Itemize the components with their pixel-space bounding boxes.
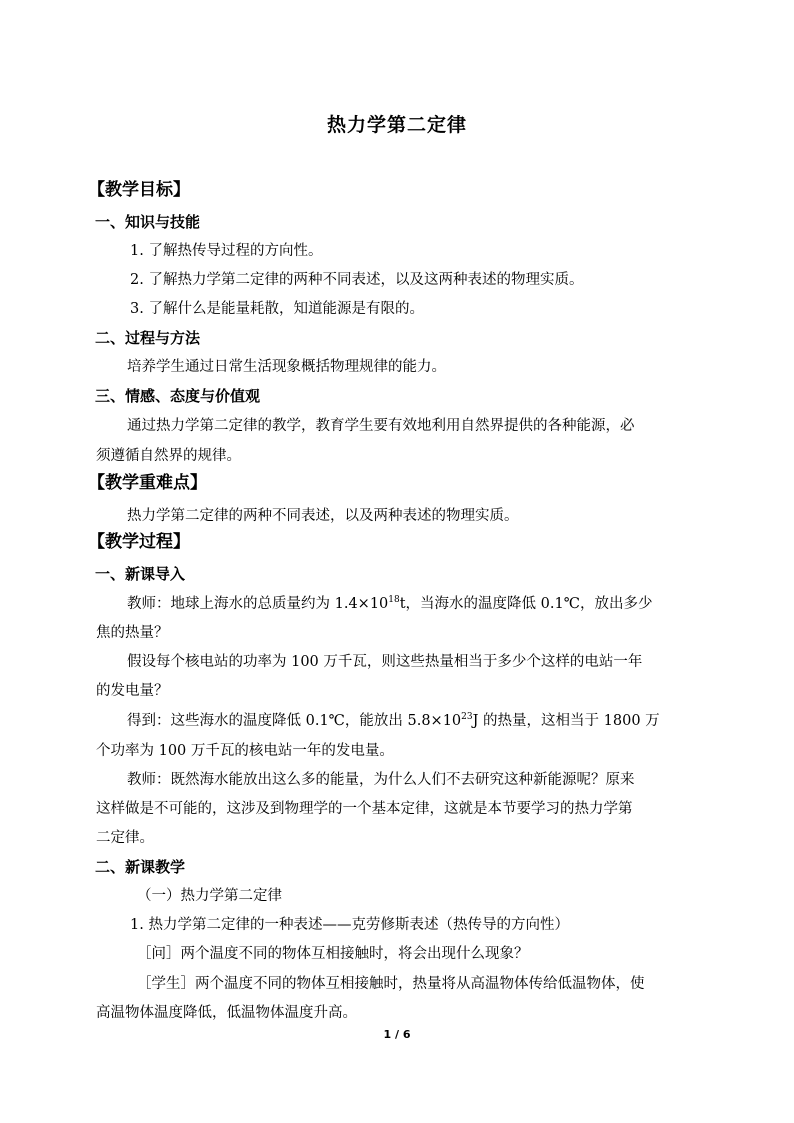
paragraph-teacher-explain-line2: 这样做是不可能的，这涉及到物理学的一个基本定律，这就是本节要学习的热力学第 xyxy=(96,801,633,817)
paragraph-key-points: 热力学第二定律的两种不同表述，以及两种表述的物理实质。 xyxy=(127,508,519,524)
paragraph-result-line2: 个功率为 100 万千瓦的核电站一年的发电量。 xyxy=(96,743,394,759)
section-heading-key-points: 【教学重难点】 xyxy=(88,473,207,493)
paragraph-assumption-line1: 假设每个核电站的功率为 100 万千瓦，则这些热量相当于多少个这样的电站一年 xyxy=(127,654,643,670)
goal-item-2: 2. 了解热力学第二定律的两种不同表述，以及这两种表述的物理实质。 xyxy=(130,272,584,288)
subsection-second-law: （一）热力学第二定律 xyxy=(137,888,282,904)
subheading-process-methods: 二、过程与方法 xyxy=(95,329,201,347)
paragraph-assumption-line2: 的发电量？ xyxy=(96,683,169,699)
item-clausius-statement: 1. 热力学第二定律的一种表述——克劳修斯表述（热传导的方向性） xyxy=(130,917,569,933)
paragraph-teacher-explain-line1: 教师：既然海水能放出这么多的能量，为什么人们不去研究这种新能源呢？原来 xyxy=(127,772,635,788)
paragraph-attitude-line1: 通过热力学第二定律的教学，教育学生要有效地利用自然界提供的各种能源，必 xyxy=(127,418,635,434)
page-number: 1 / 6 xyxy=(383,1028,411,1041)
document-title: 热力学第二定律 xyxy=(326,114,467,136)
answer-contact-line2: 高温物体温度降低，低温物体温度升高。 xyxy=(96,1005,357,1021)
paragraph-teacher-question-line1: 教师：地球上海水的总质量约为 $1.4\times 10^{18}t$，当海水的温度降低 0.1℃，放出多少 xyxy=(127,595,653,612)
section-heading-goals: 【教学目标】 xyxy=(88,180,190,200)
section-heading-process: 【教学过程】 xyxy=(88,532,190,552)
paragraph-result-line1: 得到：这些海水的温度降低 0.1℃，能放出 $5.8\times 10^{23}J$ 的热量，这相当于 1800 万 xyxy=(127,712,660,729)
goal-item-3: 3. 了解什么是能量耗散，知道能源是有限的。 xyxy=(130,301,424,317)
subheading-knowledge-skills: 一、知识与技能 xyxy=(95,213,201,231)
paragraph-teacher-explain-line3: 二定律。 xyxy=(96,830,154,846)
paragraph-attitude-line2: 须遵循自然界的规律。 xyxy=(96,448,241,464)
paragraph-teacher-question-line2: 焦的热量？ xyxy=(96,625,169,641)
paragraph-process-methods: 培养学生通过日常生活现象概括物理规律的能力。 xyxy=(127,359,446,375)
answer-contact-line1: ［学生］两个温度不同的物体互相接触时，热量将从高温物体传给低温物体，使 xyxy=(137,976,645,992)
subheading-introduction: 一、新课导入 xyxy=(95,565,186,583)
subheading-new-lesson: 二、新课教学 xyxy=(95,858,186,876)
question-contact: ［问］两个温度不同的物体互相接触时，将会出现什么现象？ xyxy=(137,946,529,962)
goal-item-1: 1. 了解热传导过程的方向性。 xyxy=(130,243,323,259)
subheading-attitude-values: 三、情感、态度与价值观 xyxy=(95,387,261,405)
